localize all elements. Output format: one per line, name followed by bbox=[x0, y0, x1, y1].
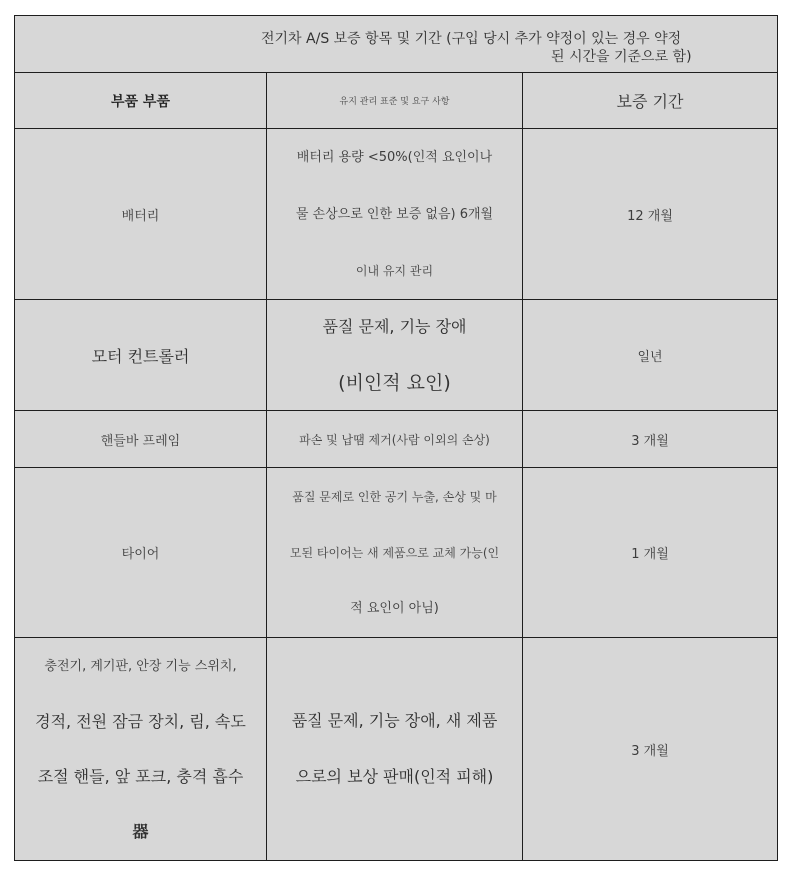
requirement-line: 배터리 용량 <50%(인적 요인이나 bbox=[296, 149, 493, 165]
header-requirement: 유지 관리 표준 및 요구 사항 bbox=[267, 73, 523, 128]
part-line: 경적, 전원 잠금 장치, 림, 속도 bbox=[35, 712, 246, 731]
part-cell: 모터 컨트롤러 bbox=[15, 300, 267, 410]
part-line: 器 bbox=[132, 822, 149, 841]
part-cell bbox=[15, 638, 267, 860]
table-row bbox=[15, 129, 777, 300]
table-row bbox=[15, 638, 777, 860]
table-row bbox=[15, 411, 777, 468]
part-line: 조절 핸들, 앞 포크, 충격 흡수 bbox=[37, 767, 244, 786]
requirement-cell bbox=[267, 468, 523, 637]
requirement-cell bbox=[267, 129, 523, 299]
part-cell: 배터리 bbox=[15, 129, 267, 299]
requirement-cell: 파손 및 납땜 제거(사람 이외의 손상) bbox=[267, 411, 523, 467]
requirement-line: 품질 문제, 기능 장애, 새 제품 bbox=[291, 711, 498, 730]
period-cell: 3 개월 bbox=[631, 743, 669, 759]
requirement-line: 적 요인이 아님) bbox=[350, 600, 439, 616]
requirement-cell bbox=[267, 638, 523, 860]
header-period: 보증 기간 bbox=[616, 92, 684, 111]
requirement-line: 모된 타이어는 새 제품으로 교체 가능(인 bbox=[289, 545, 500, 560]
table-title bbox=[15, 16, 777, 72]
table-row bbox=[15, 468, 777, 638]
period-cell: 3 개월 bbox=[631, 433, 669, 449]
requirement-cell bbox=[267, 300, 523, 410]
period-cell: 일년 bbox=[637, 349, 663, 365]
table-header-row bbox=[15, 73, 777, 129]
requirement-line: 품질 문제, 기능 장애 bbox=[322, 317, 467, 336]
requirement-line: 물 손상으로 인한 보증 없음) 6개월 bbox=[295, 206, 494, 222]
period-cell: 12 개월 bbox=[627, 208, 673, 224]
part-line: 충전기, 계기판, 안장 기능 스위치, bbox=[44, 659, 237, 674]
requirement-line: 이내 유지 관리 bbox=[355, 263, 434, 278]
warranty-table bbox=[14, 15, 778, 861]
requirement-line: (비인적 요인) bbox=[338, 372, 451, 394]
header-part: 부품 부품 bbox=[15, 73, 267, 128]
period-cell: 1 개월 bbox=[631, 547, 669, 562]
part-cell: 타이어 bbox=[15, 468, 267, 637]
table-row bbox=[15, 300, 777, 411]
table-title-line2: 된 시간을 기준으로 함) bbox=[551, 49, 692, 65]
requirement-line: 품질 문제로 인한 공기 누출, 손상 및 마 bbox=[292, 489, 497, 504]
requirement-line: 으로의 보상 판매(인적 피해) bbox=[295, 767, 494, 786]
part-cell: 핸들바 프레임 bbox=[15, 411, 267, 467]
table-title-line1: 전기차 A/S 보증 항목 및 기간 (구입 당시 추가 약정이 있는 경우 약정 bbox=[261, 31, 682, 47]
table-title-row bbox=[15, 16, 777, 73]
